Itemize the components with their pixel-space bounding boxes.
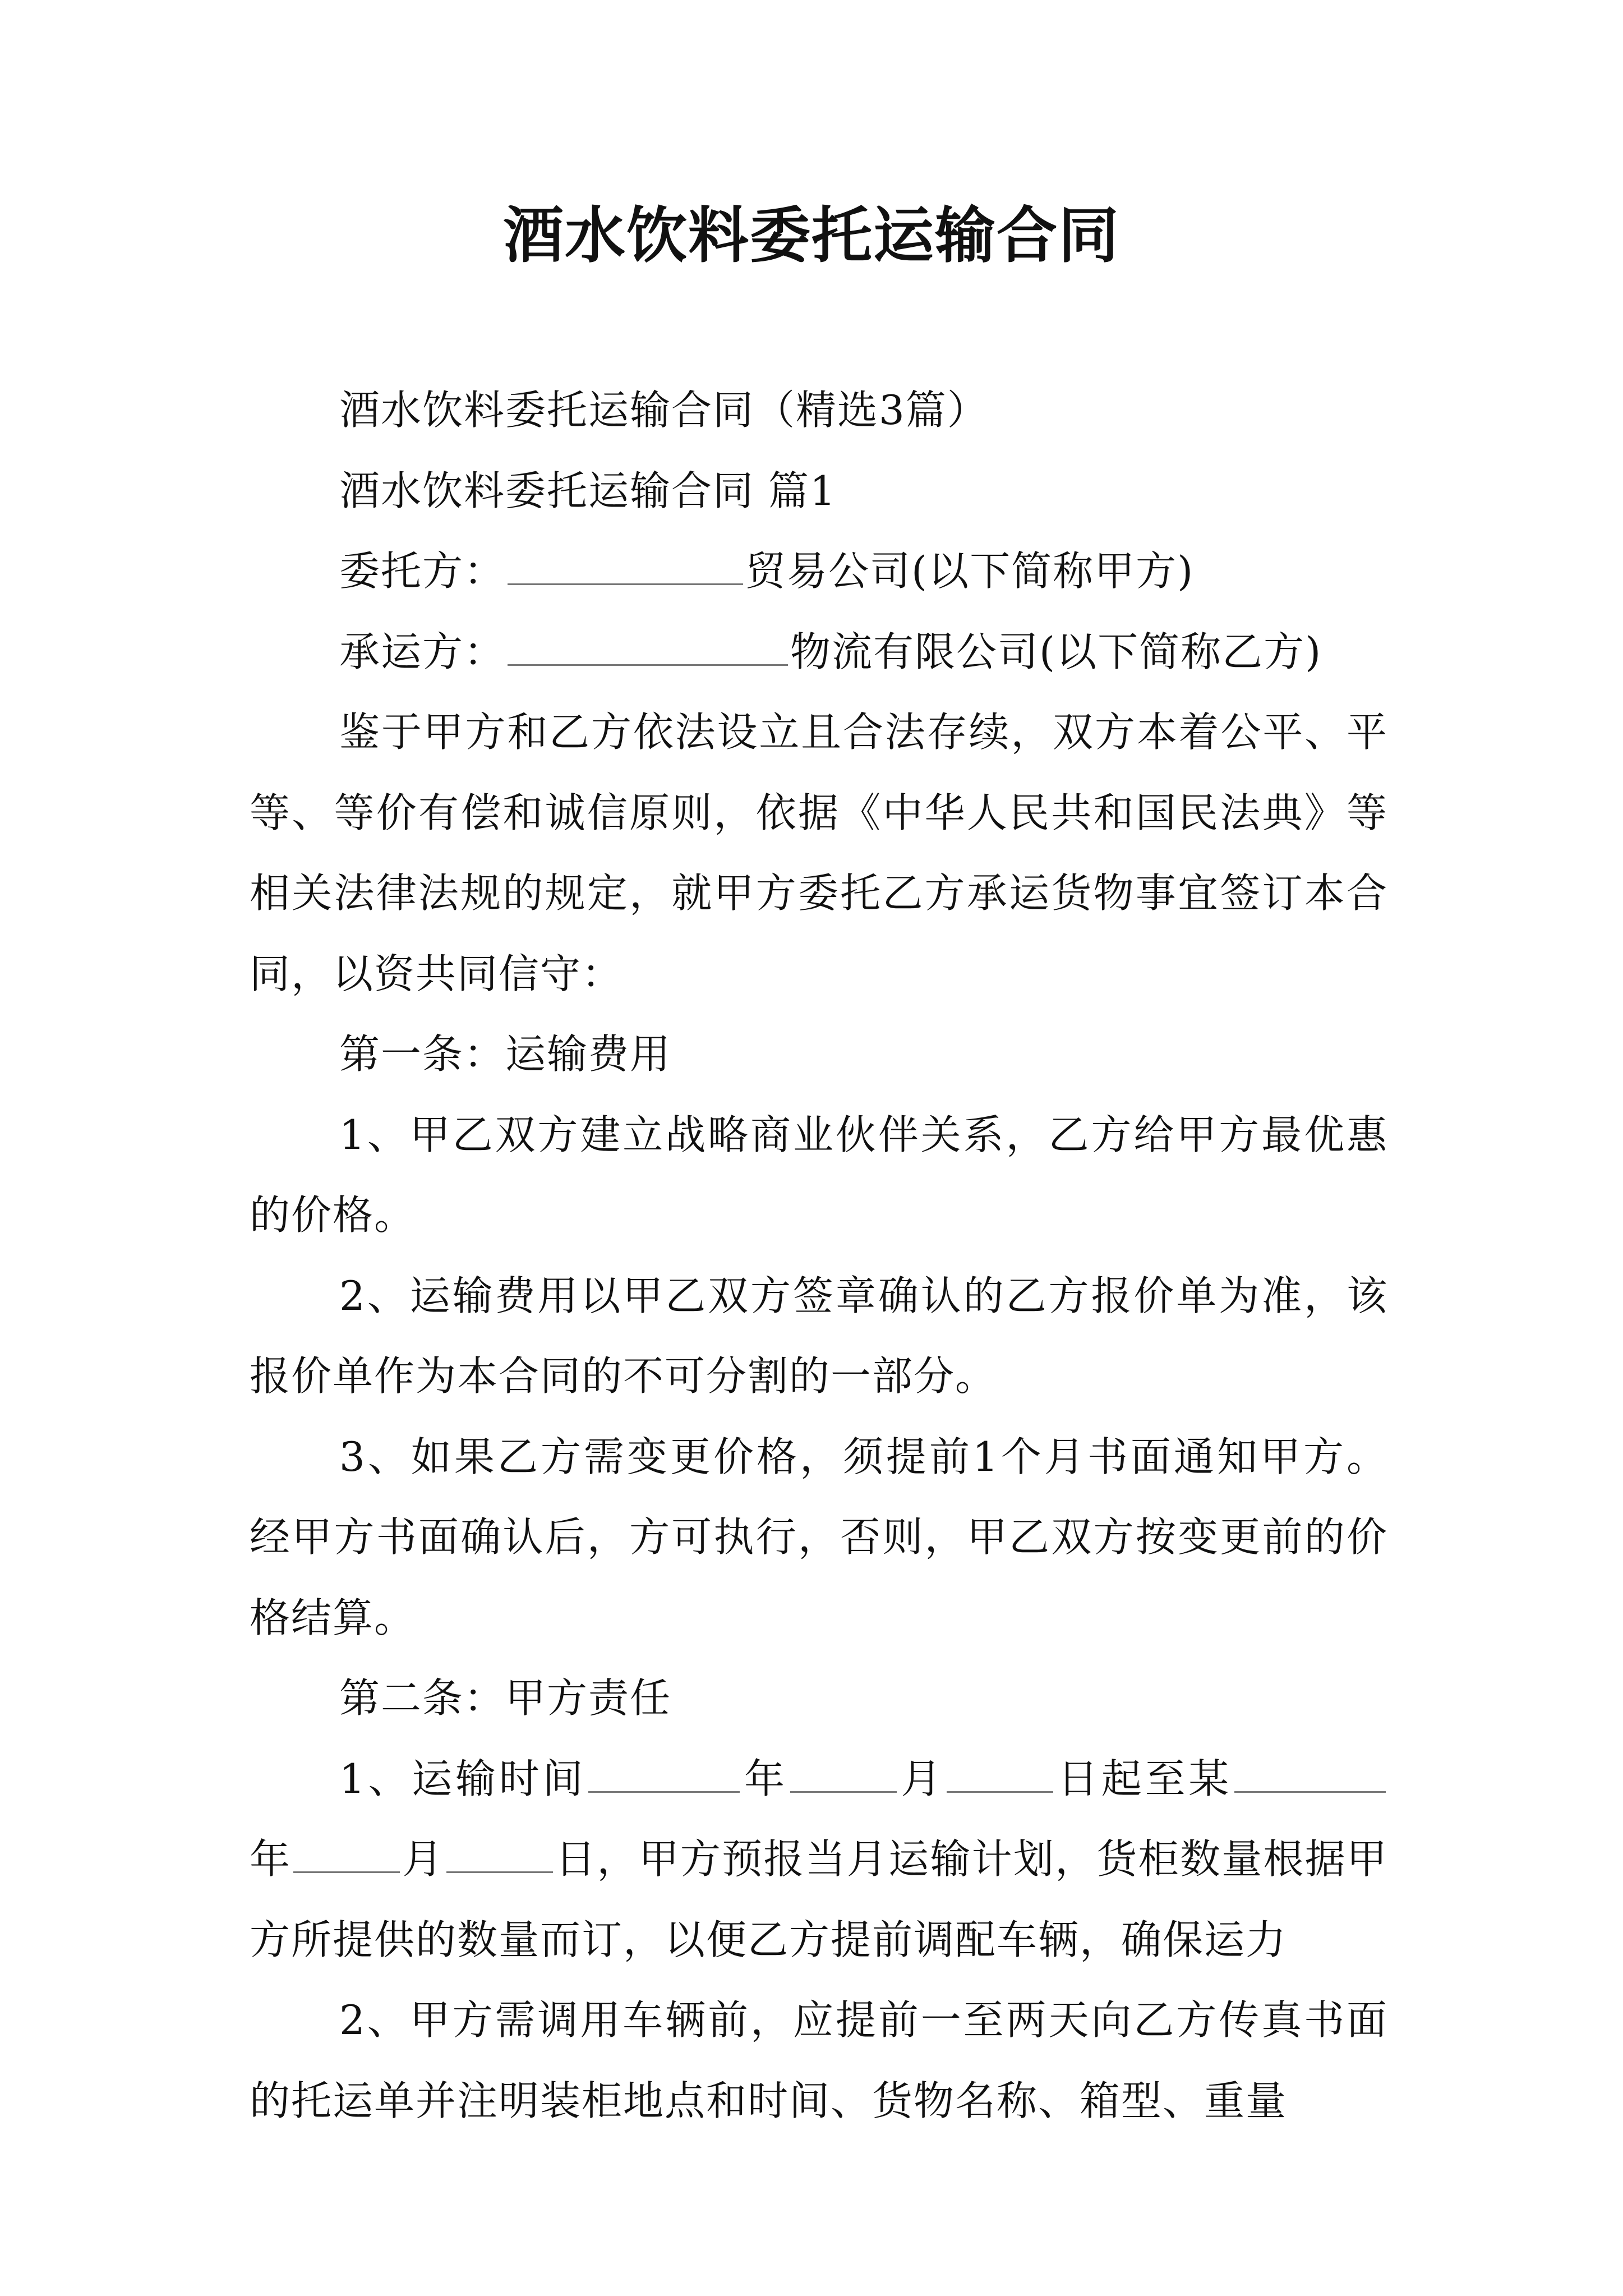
article1-item-3: 3、如果乙方需变更价格，须提前1个月书面通知甲方。经甲方书面确认后，方可执行，否则，甲乙双方按变更前的价格结算。 (250, 1433, 1388, 1641)
carrier-name-blank (508, 631, 788, 666)
start-month-blank (790, 1757, 897, 1793)
carrier-suffix: 物流有限公司(以下简称乙方) (790, 628, 1322, 675)
document-title: 酒水饮料委托运输合同 (502, 200, 1120, 271)
consignor-suffix: 贸易公司(以下简称甲方) (745, 547, 1195, 595)
article1-heading: 第一条：运输费用 (339, 1030, 672, 1078)
article1-item-1: 1、甲乙双方建立战略商业伙伴关系，乙方给甲方最优惠的价格。 (250, 1111, 1388, 1239)
carrier-label: 承运方： (339, 628, 506, 675)
start-day-blank (947, 1757, 1053, 1793)
start-day-label: 日起至某 (1055, 1755, 1232, 1802)
end-year-label: 年 (250, 1835, 292, 1883)
article2-item1-prefix: 1、运输时间 (339, 1755, 587, 1802)
document-subtitle: 酒水饮料委托运输合同（精选3篇） (339, 386, 989, 434)
article1-item-2: 2、运输费用以甲乙双方签章确认的乙方报价单为准，该报价单作为本合同的不可分割的一部分。 (250, 1272, 1388, 1400)
consignor-line (250, 531, 1388, 612)
article2-item-2: 2、甲方需调用车辆前，应提前一至两天向乙方传真书面的托运单并注明装柜地点和时间、货物名称、箱型、重量 (250, 1996, 1388, 2124)
end-month-blank (293, 1838, 400, 1873)
article2-heading: 第二条：甲方责任 (339, 1674, 672, 1722)
consignor-label: 委托方： (339, 547, 506, 595)
consignor-name-blank (508, 550, 743, 585)
article2-item-1 (250, 1739, 1388, 1981)
preamble-paragraph: 鉴于甲方和乙方依法设立且合法存续，双方本着公平、平等、等价有偿和诚信原则，依据《中华人民共和国民法典》等相关法律法规的规定，就甲方委托乙方承运货物事宜签订本合同，以资共同信守： (250, 708, 1388, 997)
end-day-label: 日，甲方预报当月运输计划，货柜数量根据甲方所提供的数量而订，以便乙方提前调配车辆，确保运力 (250, 1835, 1388, 1963)
end-month-label: 月 (402, 1835, 444, 1883)
section-heading: 酒水饮料委托运输合同 篇1 (339, 467, 837, 514)
start-year-label: 年 (742, 1755, 788, 1802)
document-body (250, 370, 1388, 2141)
carrier-line (250, 612, 1388, 693)
start-year-blank (588, 1757, 740, 1793)
end-year-blank (1234, 1757, 1386, 1793)
end-day-blank (446, 1838, 553, 1873)
start-month-label: 月 (898, 1755, 945, 1802)
